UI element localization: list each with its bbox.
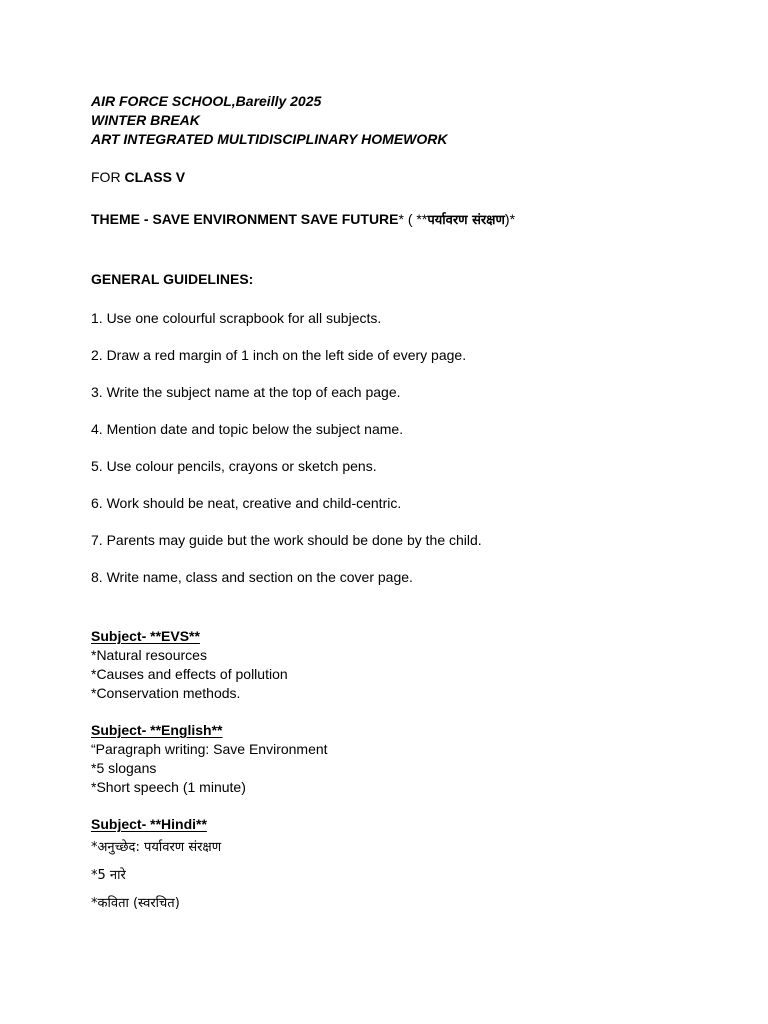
class-prefix: FOR — [91, 169, 125, 185]
guidelines-title: GENERAL GUIDELINES: — [91, 271, 254, 287]
subject-evs-heading: Subject- **EVS** — [91, 628, 200, 644]
subject-english-heading: Subject- **English** — [91, 722, 223, 738]
subject-hindi-section — [91, 815, 711, 913]
subject-hindi-heading: Subject- **Hindi** — [91, 816, 207, 832]
theme-line — [91, 210, 711, 229]
subject-english-item-1: “Paragraph writing: Save Environment — [91, 741, 328, 757]
subject-evs-item-1: *Natural resources — [91, 647, 207, 663]
subject-evs-item-2: *Causes and effects of pollution — [91, 666, 288, 682]
subject-english-item-2: *5 slogans — [91, 760, 157, 776]
subject-hindi-item-1: *अनुच्छेद: पर्यावरण संरक्षण — [91, 840, 222, 855]
guideline-item-4: 4. Mention date and topic below the subject name. — [91, 421, 404, 437]
guideline-item-8: 8. Write name, class and section on the cover page. — [91, 569, 413, 585]
guideline-item-7: 7. Parents may guide but the work should be done by the child. — [91, 532, 482, 548]
subject-english-item-3: *Short speech (1 minute) — [91, 779, 246, 795]
theme-suffix-close: )* — [504, 211, 516, 227]
subject-hindi-item-3: *कविता (स्वरचित) — [91, 896, 180, 911]
guideline-item-6: 6. Work should be neat, creative and child-centric. — [91, 495, 402, 511]
guideline-item-3: 3. Write the subject name at the top of each page. — [91, 384, 401, 400]
class-value: CLASS V — [124, 169, 186, 185]
guideline-item-5: 5. Use colour pencils, crayons or sketch pens. — [91, 458, 377, 474]
break-title-line: WINTER BREAK — [91, 112, 200, 128]
theme-suffix-open: * ( ** — [398, 211, 428, 227]
class-line — [91, 168, 711, 187]
homework-title-line: ART INTEGRATED MULTIDISCIPLINARY HOMEWORK — [91, 131, 448, 147]
guideline-item-1: 1. Use one colourful scrapbook for all subjects. — [91, 310, 382, 326]
school-name-line: AIR FORCE SCHOOL,Bareilly 2025 — [91, 93, 322, 109]
subject-english-section — [91, 721, 711, 797]
homework-document — [91, 92, 711, 913]
guideline-item-2: 2. Draw a red margin of 1 inch on the left side of every page. — [91, 347, 467, 363]
theme-label: THEME - SAVE ENVIRONMENT SAVE FUTURE — [91, 211, 399, 227]
subject-hindi-item-2: *5 नारे — [91, 868, 126, 883]
subject-evs-section — [91, 627, 711, 703]
theme-hindi: पर्यावरण संरक्षण — [427, 213, 505, 228]
subject-evs-item-3: *Conservation methods. — [91, 685, 241, 701]
